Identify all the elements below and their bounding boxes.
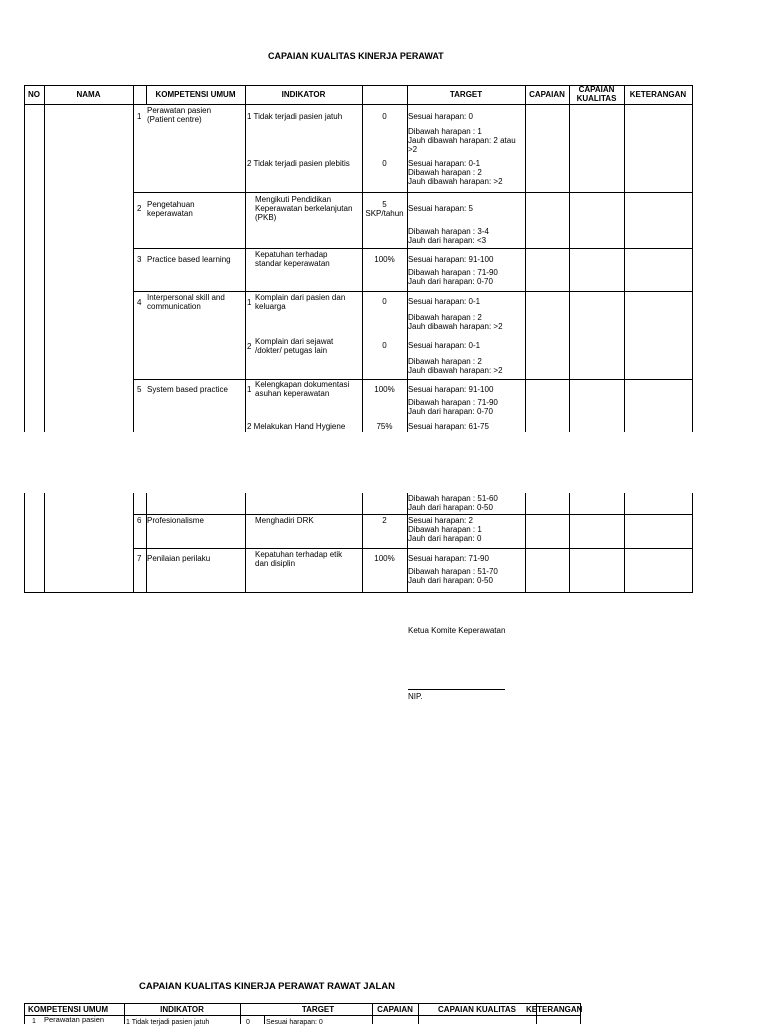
row-4b-number: 2	[247, 342, 252, 351]
page2-header-keterangan-clip	[526, 1005, 584, 1014]
row-6-target: Sesuai harapan: 2 Dibawah harapan : 1 Jauh dari harapan: 0	[408, 516, 482, 543]
row-1b-indikator: 2 Tidak terjadi pasien plebitis	[247, 159, 350, 168]
row-3-kompetensi: Practice based learning	[147, 255, 231, 264]
page2-row-1-kompetensi: Perawatan pasien	[44, 1015, 105, 1024]
page2-header-target: TARGET	[301, 1005, 335, 1014]
header-nama: NAMA	[76, 90, 101, 99]
page2-row-1-value: 0	[246, 1019, 250, 1026]
row-2-indikator: Mengikuti Pendidikan Keperawatan berkelanjutan (PKB)	[255, 195, 353, 222]
row-2-number: 2	[137, 204, 142, 213]
header-keterangan: KETERANGAN	[629, 90, 687, 99]
row-6-kompetensi: Profesionalisme	[147, 516, 204, 525]
row-4-kompetensi: Interpersonal skill and communication	[147, 293, 225, 311]
row-2-kompetensi: Pengetahuan keperawatan	[147, 200, 195, 218]
page2-header-capaian: CAPAIAN	[377, 1005, 413, 1014]
row-4a-value: 0	[382, 297, 387, 306]
row-2-target: Sesuai harapan: 5 Dibawah harapan : 3-4 Jauh dari harapan: <3	[408, 204, 489, 245]
page2-row-1-number: 1	[32, 1018, 36, 1025]
row-1b-target: Sesuai harapan: 0-1 Dibawah harapan : 2 Jauh dibawah harapan: >2	[408, 159, 503, 186]
row-3-indikator: Kepatuhan terhadap standar keperawatan	[255, 250, 330, 268]
row-7-target: Sesuai harapan: 71-90 Dibawah harapan : 51-70 Jauh dari harapan: 0-50	[408, 554, 498, 585]
page2-row-1-target: Sesuai harapan: 0	[266, 1019, 323, 1026]
row-4a-indikator: Komplain dari pasien dan keluarga	[255, 293, 346, 311]
row-6-value: 2	[382, 516, 387, 525]
row-4b-indikator: Komplain dari sejawat /dokter/ petugas lain	[255, 337, 334, 355]
page2-header-kompetensi: KOMPETENSI UMUM	[28, 1005, 108, 1014]
page2-header-keterangan: KETERANGAN	[526, 1005, 583, 1014]
row-5a-indikator: Kelengkapan dokumentasi asuhan keperawatan	[255, 380, 350, 398]
row-7-indikator: Kepatuhan terhadap etik dan disiplin	[255, 550, 343, 568]
row-1-kompetensi: Perawatan pasien (Patient centre)	[147, 106, 212, 124]
row-5b-target-continued: Dibawah harapan : 51-60 Jauh dari harapan: 0-50	[408, 494, 498, 512]
row-4a-number: 1	[247, 298, 252, 307]
row-1-number: 1	[137, 112, 142, 121]
row-1a-target: Sesuai harapan: 0 Dibawah harapan : 1 Jauh dibawah harapan: 2 atau >2	[408, 112, 516, 154]
signature-nip: NIP.	[408, 692, 423, 701]
page2-row-1-indikator: 1 Tidak terjadi pasien jatuh	[126, 1019, 210, 1026]
page2-title: CAPAIAN KUALITAS KINERJA PERAWAT RAWAT JALAN	[139, 981, 395, 992]
row-5-number: 5	[137, 385, 142, 394]
row-6-number: 6	[137, 516, 142, 525]
row-7-kompetensi: Penilaian perilaku	[147, 554, 211, 563]
row-2-value: 5 SKP/tahun	[365, 200, 404, 218]
row-5b-value: 75%	[376, 422, 393, 431]
row-7-number: 7	[137, 554, 142, 563]
page2-header-capaian-kualitas: CAPAIAN KUALITAS	[438, 1005, 516, 1014]
header-no: NO	[28, 90, 40, 99]
signature-role: Ketua Komite Keperawatan	[408, 626, 506, 635]
row-6-indikator: Menghadiri DRK	[255, 516, 314, 525]
row-3-value: 100%	[374, 255, 395, 264]
page-title: CAPAIAN KUALITAS KINERJA PERAWAT	[268, 51, 444, 61]
row-5a-value: 100%	[374, 385, 395, 394]
signature-line	[408, 689, 505, 690]
row-7-value: 100%	[374, 554, 395, 563]
header-capaian: CAPAIAN	[529, 90, 565, 99]
row-4b-value: 0	[382, 341, 387, 350]
page2-header-indikator: INDIKATOR	[160, 1005, 204, 1014]
row-4a-target: Sesuai harapan: 0-1 Dibawah harapan : 2 Jauh dibawah harapan: >2	[408, 297, 503, 331]
row-4b-target: Sesuai harapan: 0-1 Dibawah harapan : 2 Jauh dibawah harapan: >2	[408, 341, 503, 375]
row-5a-target: Sesuai harapan: 91-100 Dibawah harapan : 71-90 Jauh dari harapan: 0-70	[408, 385, 498, 416]
row-1a-indikator: 1 Tidak terjadi pasien jatuh	[247, 112, 343, 121]
row-5-kompetensi: System based practice	[147, 385, 228, 394]
row-3-number: 3	[137, 255, 142, 264]
row-4-number: 4	[137, 298, 142, 307]
row-5b-target: Sesuai harapan: 61-75	[408, 422, 489, 431]
row-1b-value: 0	[382, 159, 387, 168]
row-1a-value: 0	[382, 112, 387, 121]
row-5a-number: 1	[247, 385, 252, 394]
header-target: TARGET	[449, 90, 483, 99]
row-3-target: Sesuai harapan: 91-100 Dibawah harapan : 71-90 Jauh dari harapan: 0-70	[408, 255, 498, 286]
header-capaian-kualitas: CAPAIAN KUALITAS	[576, 85, 617, 103]
header-kompetensi: KOMPETENSI UMUM	[155, 90, 236, 99]
row-5b-indikator: 2 Melakukan Hand Hygiene	[247, 422, 346, 431]
header-indikator: INDIKATOR	[281, 90, 326, 99]
